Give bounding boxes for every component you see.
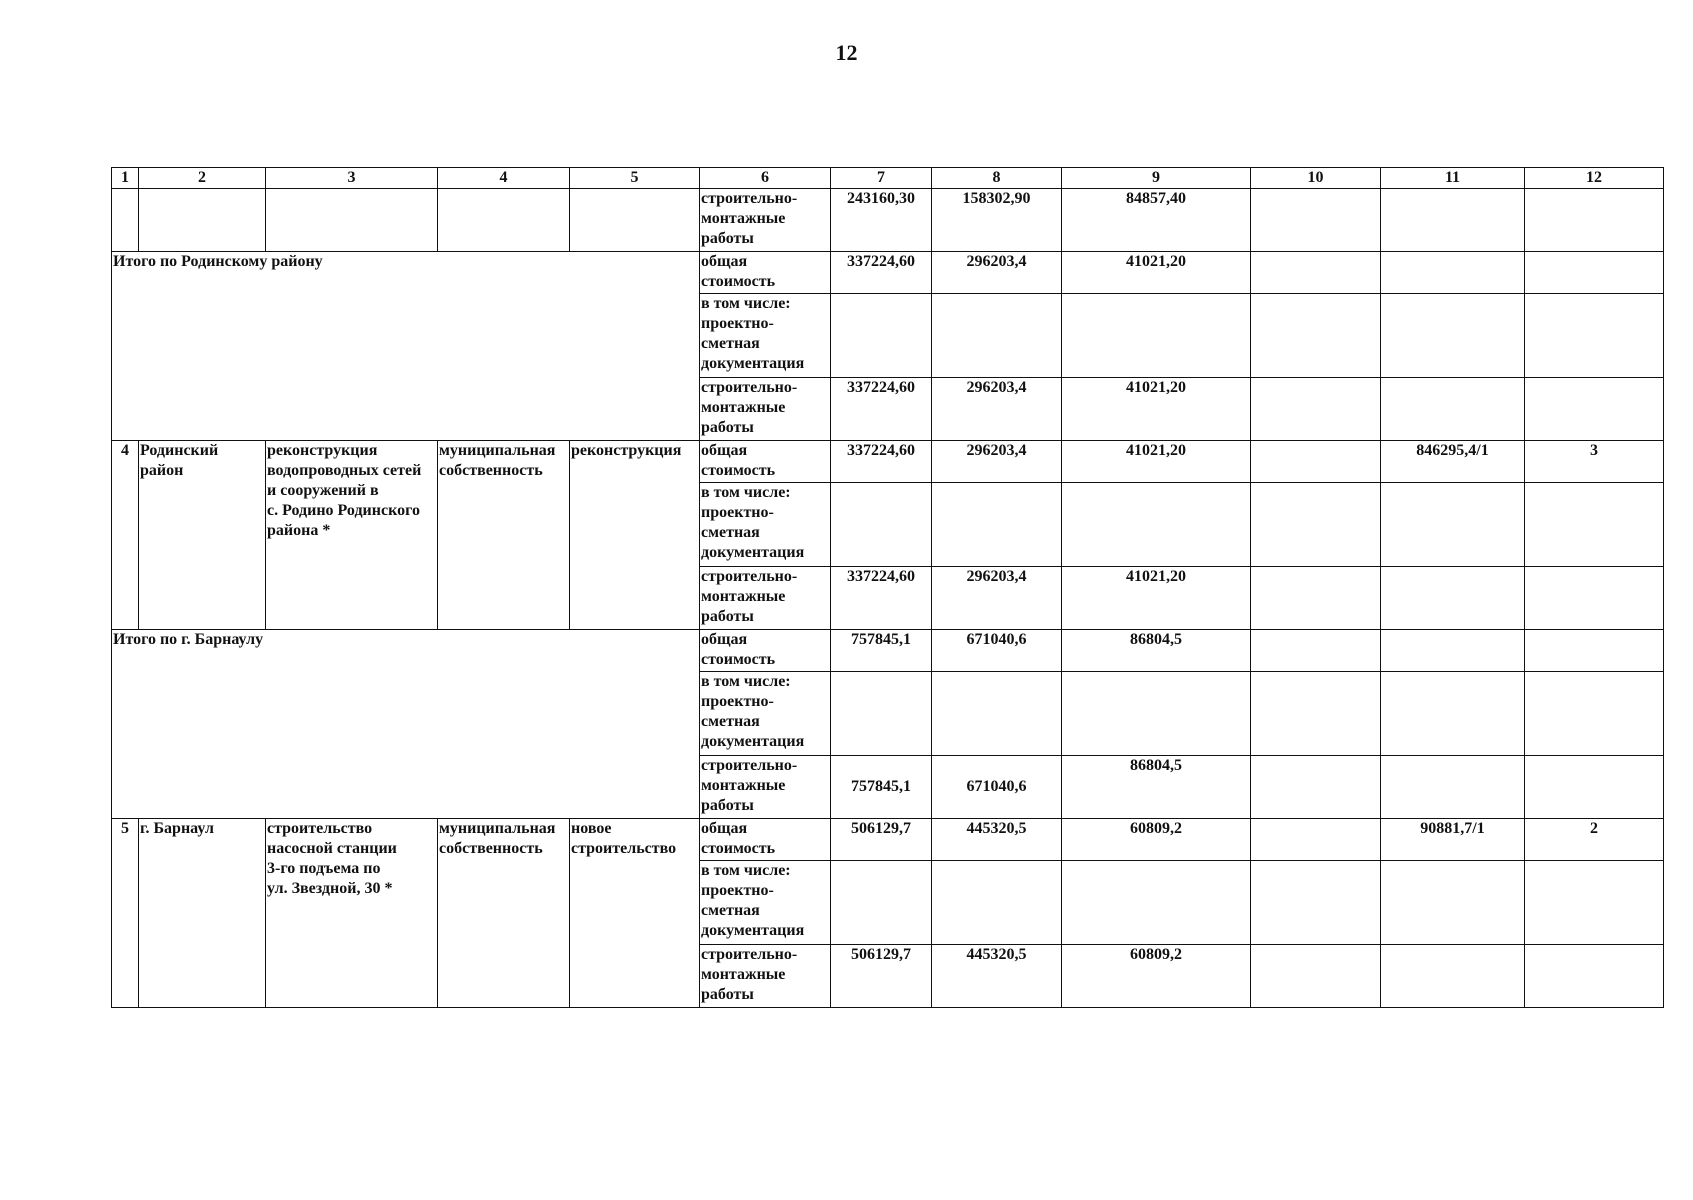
value-cell: 757845,1	[831, 756, 932, 819]
work-kind-cell: реконструкция	[570, 441, 700, 630]
table-row	[112, 252, 1664, 294]
cost-type-label: строительно- монтажные работы	[700, 189, 831, 252]
col-number: 3	[266, 168, 438, 189]
cost-type-label: строительно- монтажные работы	[700, 567, 831, 630]
value-cell: 337224,60	[831, 441, 932, 483]
object-cell: реконструкция водопроводных сетей и сооружений в с. Родино Родинского района *	[266, 441, 438, 630]
cost-type-label: строительно- монтажные работы	[700, 756, 831, 819]
col-number: 12	[1525, 168, 1664, 189]
cost-type-label: общая стоимость	[700, 630, 831, 672]
value-cell: 445320,5	[932, 945, 1062, 1008]
value-cell: 41021,20	[1062, 567, 1251, 630]
row-number: 4	[112, 441, 139, 630]
col-number: 2	[139, 168, 266, 189]
value-cell: 296203,4	[932, 567, 1062, 630]
value-cell: 757845,1	[831, 630, 932, 672]
cost-type-label: общая стоимость	[700, 819, 831, 861]
cost-type-label: общая стоимость	[700, 252, 831, 294]
value-cell: 671040,6	[932, 756, 1062, 819]
col-number: 4	[438, 168, 570, 189]
col-number: 7	[831, 168, 932, 189]
value-cell: 158302,90	[932, 189, 1062, 252]
col-number: 11	[1381, 168, 1525, 189]
object-cell: строительство насосной станции 3-го подъема по ул. Звездной, 30 *	[266, 819, 438, 1008]
value-cell: 296203,4	[932, 252, 1062, 294]
value-cell: 2	[1525, 819, 1664, 861]
value-cell: 243160,30	[831, 189, 932, 252]
value-cell: 506129,7	[831, 819, 932, 861]
ownership-cell: муниципальная собственность	[438, 441, 570, 630]
value-cell: 506129,7	[831, 945, 932, 1008]
district-cell: Родинский район	[139, 441, 266, 630]
table-row	[112, 189, 1664, 252]
value-cell: 60809,2	[1062, 819, 1251, 861]
cost-type-label: в том числе: проектно- сметная документация	[700, 672, 831, 756]
ownership-cell: муниципальная собственность	[438, 819, 570, 1008]
value-cell: 90881,7/1	[1381, 819, 1525, 861]
district-cell: г. Барнаул	[139, 819, 266, 1008]
value-cell: 296203,4	[932, 441, 1062, 483]
cost-type-label: строительно- монтажные работы	[700, 378, 831, 441]
value-cell: 41021,20	[1062, 378, 1251, 441]
value-cell: 3	[1525, 441, 1664, 483]
page-number: 12	[835, 40, 858, 65]
row-number: 5	[112, 819, 139, 1008]
col-number: 10	[1251, 168, 1381, 189]
column-number-row	[112, 168, 1664, 189]
value-cell: 445320,5	[932, 819, 1062, 861]
work-kind-cell: новое строительство	[570, 819, 700, 1008]
value-cell: 846295,4/1	[1381, 441, 1525, 483]
value-cell: 671040,6	[932, 630, 1062, 672]
value-cell: 60809,2	[1062, 945, 1251, 1008]
table-row	[112, 819, 1664, 861]
col-number: 6	[700, 168, 831, 189]
col-number: 1	[112, 168, 139, 189]
table-row	[112, 441, 1664, 483]
value-cell: 296203,4	[932, 378, 1062, 441]
cost-type-label: строительно- монтажные работы	[700, 945, 831, 1008]
value-cell: 337224,60	[831, 378, 932, 441]
table-row	[112, 630, 1664, 672]
investment-table	[111, 167, 1664, 1008]
col-number: 9	[1062, 168, 1251, 189]
cost-type-label: в том числе: проектно- сметная документация	[700, 483, 831, 567]
subtotal-title: Итого по г. Барнаулу	[112, 630, 700, 819]
value-cell: 337224,60	[831, 567, 932, 630]
value-cell: 41021,20	[1062, 252, 1251, 294]
value-cell: 41021,20	[1062, 441, 1251, 483]
value-cell: 86804,5	[1062, 630, 1251, 672]
value-cell: 84857,40	[1062, 189, 1251, 252]
cost-type-label: в том числе: проектно- сметная документация	[700, 861, 831, 945]
cost-type-label: общая стоимость	[700, 441, 831, 483]
subtotal-title: Итого по Родинскому району	[112, 252, 700, 441]
value-cell: 337224,60	[831, 252, 932, 294]
col-number: 8	[932, 168, 1062, 189]
value-cell: 86804,5	[1062, 756, 1251, 819]
cost-type-label: в том числе: проектно- сметная документация	[700, 294, 831, 378]
col-number: 5	[570, 168, 700, 189]
